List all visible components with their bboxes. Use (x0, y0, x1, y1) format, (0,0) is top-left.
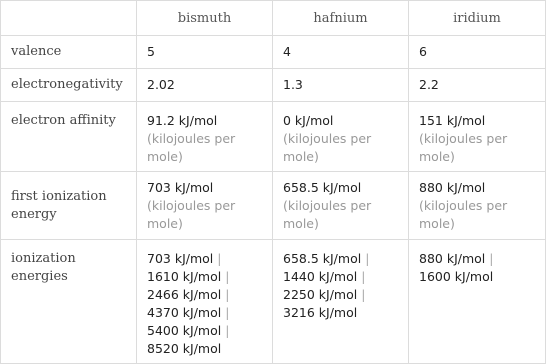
cell-electron-affinity-hafnium (273, 102, 409, 172)
table-row-electronegativity (1, 69, 546, 102)
cell-first-ionization-hafnium (273, 172, 409, 240)
ionization-energy-value (147, 286, 262, 304)
value-text: 1610 kJ/mol (147, 269, 222, 284)
value-text: 658.5 kJ/mol (283, 251, 362, 266)
value-text: 91.2 kJ/mol (147, 113, 218, 128)
ionization-energy-value (283, 304, 398, 322)
value-text: 151 kJ/mol (419, 113, 486, 128)
value-text: 1440 kJ/mol (283, 269, 358, 284)
cell-first-ionization-iridium (409, 172, 546, 240)
list-separator: | (365, 251, 370, 266)
cell-electron-affinity-iridium (409, 102, 546, 172)
list-separator: | (225, 323, 230, 338)
ionization-energy-value (147, 268, 262, 286)
ionization-energy-value (147, 340, 262, 358)
header-row (1, 1, 546, 36)
ionization-energy-value (147, 304, 262, 322)
value-text: 3216 kJ/mol (283, 305, 358, 320)
value-text: 0 kJ/mol (283, 113, 334, 128)
value-text: 2466 kJ/mol (147, 287, 222, 302)
value-text: 2250 kJ/mol (283, 287, 358, 302)
unit-note: (kilojoules per mole) (147, 131, 236, 164)
column-header-hafnium: hafnium (273, 1, 409, 36)
value-text: 880 kJ/mol (419, 251, 486, 266)
ionization-energy-value (419, 250, 535, 268)
ionization-energy-value (147, 322, 262, 340)
value-text: 4370 kJ/mol (147, 305, 222, 320)
row-header-ionization-energies: ionization energies (1, 240, 137, 364)
unit-note: (kilojoules per mole) (419, 131, 508, 164)
cell-valence-hafnium: 4 (273, 36, 409, 69)
cell-first-ionization-bismuth (137, 172, 273, 240)
column-header-iridium: iridium (409, 1, 546, 36)
value-text: 658.5 kJ/mol (283, 179, 362, 195)
list-separator: | (225, 305, 230, 320)
ionization-energy-value (283, 268, 398, 286)
cell-valence-iridium: 6 (409, 36, 546, 69)
table-row-electron-affinity (1, 102, 546, 172)
cell-ionization-energies-bismuth (137, 240, 273, 364)
row-header-valence: valence (1, 36, 137, 69)
unit-note: (kilojoules per mole) (419, 197, 508, 231)
value-text: 703 kJ/mol (147, 251, 214, 266)
list-separator: | (225, 287, 230, 302)
column-header-bismuth: bismuth (137, 1, 273, 36)
ionization-energy-value (283, 286, 398, 304)
cell-ionization-energies-iridium (409, 240, 546, 364)
unit-note: (kilojoules per mole) (283, 131, 372, 164)
cell-valence-bismuth: 5 (137, 36, 273, 69)
unit-note: (kilojoules per mole) (283, 197, 372, 231)
cell-electron-affinity-bismuth (137, 102, 273, 172)
table-row-ionization-energies (1, 240, 546, 364)
list-separator: | (225, 269, 230, 284)
row-header-electronegativity: electronegativity (1, 69, 137, 102)
value-text: 1600 kJ/mol (419, 269, 494, 284)
value-text: 880 kJ/mol (419, 179, 486, 195)
cell-electronegativity-iridium: 2.2 (409, 69, 546, 102)
table-row-valence (1, 36, 546, 69)
value-text: 5400 kJ/mol (147, 323, 222, 338)
corner-header-cell (1, 1, 137, 36)
cell-ionization-energies-hafnium (273, 240, 409, 364)
list-separator: | (217, 251, 222, 266)
row-header-first-ionization-energy: first ionization energy (1, 172, 137, 240)
unit-note: (kilojoules per mole) (147, 197, 236, 231)
ionization-energy-value (283, 250, 398, 268)
ionization-energy-value (419, 268, 535, 286)
ionization-energy-value (147, 250, 262, 268)
table-row-first-ionization-energy (1, 172, 546, 240)
cell-electronegativity-hafnium: 1.3 (273, 69, 409, 102)
cell-electronegativity-bismuth: 2.02 (137, 69, 273, 102)
list-separator: | (489, 251, 494, 266)
row-header-electron-affinity: electron affinity (1, 102, 137, 172)
value-text: 703 kJ/mol (147, 179, 214, 195)
list-separator: | (361, 287, 366, 302)
list-separator: | (361, 269, 366, 284)
value-text: 8520 kJ/mol (147, 341, 222, 356)
